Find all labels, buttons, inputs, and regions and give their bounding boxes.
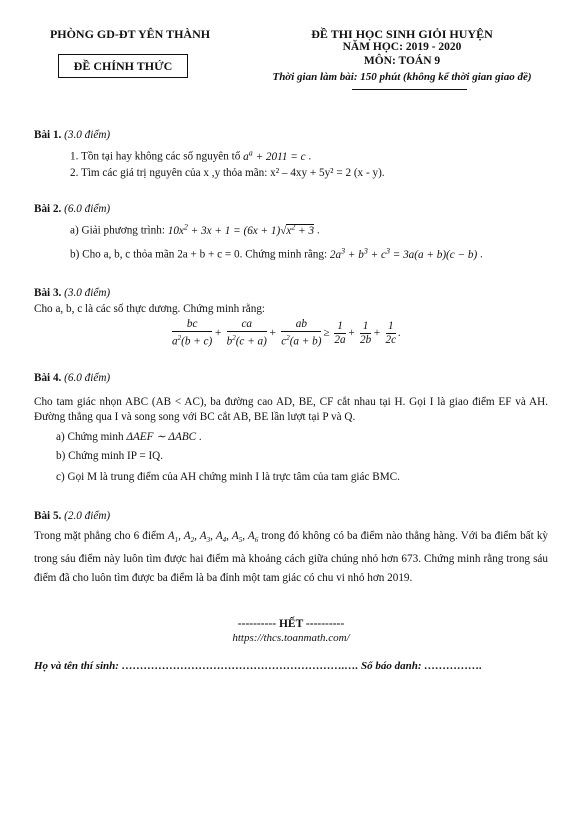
problem-3-title: Bài 3. [34,287,62,299]
problem-1-heading [34,129,110,141]
problem-3-points: (3.0 điểm) [64,287,111,299]
problem-1-item-1: 1. Tồn tại hay không các số nguyên tố $a^a + 2011 = c$ . [70,148,312,163]
header-divider [352,89,467,90]
problem-5-title: Bài 5. [34,510,62,522]
problem-1-title: Bài 1. [34,129,62,141]
official-exam-box: ĐỀ CHÍNH THỨC [58,54,188,78]
problem-1-item-1-formula: $a^a + 2011 = c$ [243,148,306,163]
problem-5-heading [34,510,110,522]
time-note: Thời gian làm bài: 150 phút (không kể thời gian giao đề) [272,71,532,83]
problem-5-text-before: Trong mặt phẳng cho 6 điểm [34,530,165,542]
school-year: NĂM HỌC: 2019 - 2020 [342,41,462,53]
problem-4-title: Bài 4. [34,372,62,384]
problem-2-points: (6.0 điểm) [64,203,111,215]
problem-2-identity: $2a^3 + b^3 + c^3 = 3a(a + b)(c - b)$ [329,246,478,261]
problem-5-text-after: trong đó không có ba điểm nào thẳng hàng. Với ba điểm bất kỳ trong sáu điểm này luôn tìm được hai điểm mà khoảng cách giữa chúng nhỏ hơn 673. Chứng minh rằng trong sáu điểm đã cho luôn tìm được ba điểm là ba đỉnh một tam giác có chu vi nhỏ hơn 2019. [34,530,549,585]
problem-4-item-c: c) Gọi M là trung điểm của AH chứng minh I là trực tâm của tam giác BMC. [56,471,400,483]
problem-5-points: (2.0 điểm) [64,510,111,522]
end-marker: ---------- HẾT ---------- [237,618,345,630]
problem-4-text: Cho tam giác nhọn ABC (AB < AC), ba đường cao AD, BE, CF cắt nhau tại H. Gọi I là giao điểm EF và AH. Đường thẳng qua I và song song với BC cắt AB, BE lần lượt tại P và Q. [34,396,548,423]
problem-4-item-a-formula: ΔAEF ∼ ΔABC [126,431,197,443]
problem-4-heading [34,372,110,384]
problem-4-item-b: b) Chứng minh IP = IQ. [56,450,164,462]
department-name: PHÒNG GD-ĐT YÊN THÀNH [49,27,211,41]
problem-5-points-list: $A_1$, $A_2$, $A_3$, $A_4$, $A_5$, $A_6$ [167,530,259,545]
exam-title: ĐỀ THI HỌC SINH GIỎI HUYỆN [311,27,493,41]
problem-2-item-a-text: a) Giải phương trình: [70,224,165,237]
problem-2-item-b: b) Cho a, b, c thỏa mãn 2a + b + c = 0. Chứng minh rằng: $2a^3 + b^3 + c^3 = 3a(a + b)(c - b)$ . [70,246,483,261]
candidate-info-line: Họ và tên thí sinh: …………………………………………………….…. Số báo danh: ……………. [34,660,482,672]
problem-3-heading [34,287,110,299]
problem-4-item-a-text: a) Chứng minh [56,431,124,443]
problem-4-points: (6.0 điểm) [64,372,111,384]
problem-2-item-a: a) Giải phương trình: $10x^2 + 3x + 1 = (6x + 1)√x^2 + 3$ . [70,222,320,237]
problem-2-item-b-text: b) Cho a, b, c thỏa mãn 2a + b + c = 0. Chứng minh rằng: [70,248,328,261]
problem-1-item-2: 2. Tìm các giá trị nguyên của x ,y thỏa mãn: x² – 4xy + 5y² = 2 (x - y). [70,167,385,179]
problem-5-text [34,527,548,588]
problem-4-item-a: a) Chứng minh ΔAEF ∼ ΔABC . [56,431,202,443]
problem-2-equation: $10x^2 + 3x + 1 = (6x + 1)√x^2 + 3$ [167,222,315,237]
problem-2-title: Bài 2. [34,203,62,215]
problem-3-text: Cho a, b, c là các số thực dương. Chứng minh rằng: [34,303,266,315]
subject: MÔN: TOÁN 9 [363,55,441,67]
problem-1-item-1-text: 1. Tồn tại hay không các số nguyên tố [70,150,241,163]
source-url: https://thcs.toanmath.com/ [232,632,350,644]
problem-3-inequality: $\frac{bc}{a^2(b + c)}$ + $\frac{ca}{b^2(c + a)}$ + $\frac{ab}{c^2(a + b)}$ ≥ $\frac{1}{2a}$ + $\frac{1}{2b}$ + $\frac{1}{2c}$ . [172,318,401,348]
problem-2-heading [34,203,110,215]
problem-1-points: (3.0 điểm) [64,129,111,141]
